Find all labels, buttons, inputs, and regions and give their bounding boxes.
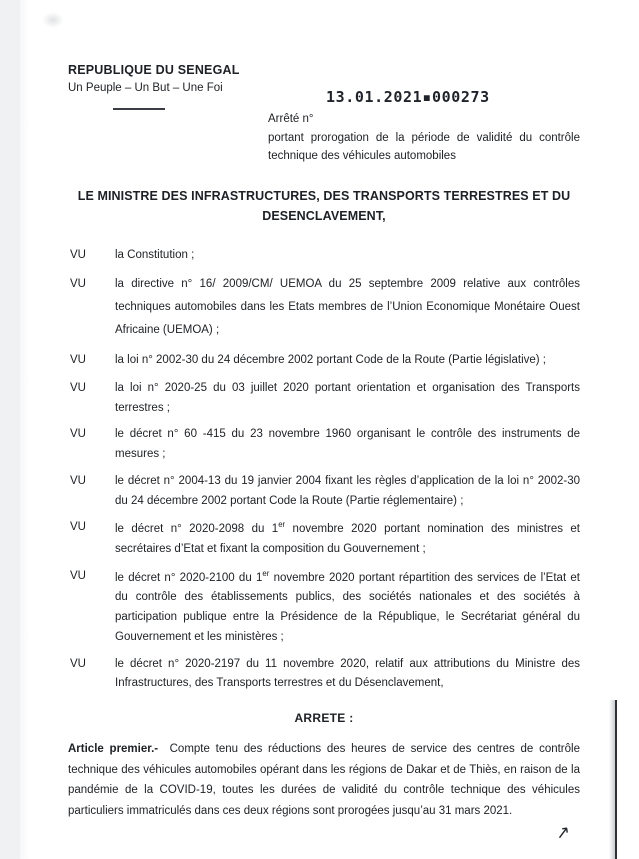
vu-clause-item <box>68 273 580 342</box>
vu-clause-item <box>68 472 580 512</box>
vu-clause-tag: VU <box>70 381 86 394</box>
vu-clause-tag: VU <box>70 249 86 261</box>
vu-clause-tag: VU <box>70 277 86 290</box>
vu-clause-tag: VU <box>70 521 86 534</box>
motto-divider-rule <box>113 108 165 110</box>
vu-clause-item <box>68 246 580 266</box>
vu-clause-text: la directive n° 16/ 2009/CM/ UEMOA du 25 septembre 2009 relative aux contrôles techniques automobiles dans les Etats membres de l’Union Economique Monétaire Ouest Africaine (UEMOA) ; <box>115 277 580 336</box>
vu-clause-text: le décret n° 60 -415 du 23 novembre 1960 organisant le contrôle des instruments de mesures ; <box>115 428 580 461</box>
vu-clause-item <box>68 518 580 559</box>
vu-clause-item <box>68 379 580 419</box>
vu-clause-tag: VU <box>70 657 86 670</box>
vu-clause-tag: VU <box>70 474 86 487</box>
vu-clause-text: le décret n° 2004-13 du 19 janvier 2004 fixant les règles d’application de la loi n° 2002-30 du 24 décembre 2002 portant Code la Route (Partie réglementaire) ; <box>115 474 580 507</box>
vu-clause-text: le décret n° 2020-2098 du 1er novembre 2020 portant nomination des ministres et secrétaires d’Etat et fixant la composition du Gouvernement ; <box>115 520 580 555</box>
registration-stamp-number: 13.01.2021▪000273 <box>326 88 490 106</box>
vu-clause-item <box>68 425 580 465</box>
article-premier-text: Compte tenu des réductions des heures de service des centres de contrôle technique des véhicules automobiles opérant dans les régions de Dakar et de Thiès, en raison de la pandémie de la COVID-19, toutes les durées de validité du contrôle technique des véhicules particuliers immatriculés dans ces deux régions sont prorogées jusqu’au 31 mars 2021. <box>68 743 580 817</box>
paper-sheet <box>30 0 615 859</box>
vu-clause-tag: VU <box>70 428 86 441</box>
arrete-decision-heading: ARRETE : <box>294 711 354 726</box>
republic-title: REPUBLIQUE DU SENEGAL <box>68 63 240 77</box>
vu-clause-item <box>68 655 580 695</box>
republic-motto: Un Peuple – Un But – Une Foi <box>68 81 223 94</box>
arrete-subject-text: portant prorogation de la période de validité du contrôle technique des véhicules automobiles <box>268 131 580 162</box>
scan-left-gutter-fade <box>20 0 30 859</box>
vu-clause-tag: VU <box>70 569 86 582</box>
article-premier-paragraph <box>68 739 580 821</box>
article-premier-spacer <box>158 743 170 755</box>
arrete-reference-block <box>268 88 580 165</box>
arrete-number-label: Arrêté n° <box>268 113 314 125</box>
vu-clause-item <box>68 349 580 372</box>
handwritten-pen-mark: ↗ <box>554 822 572 844</box>
vu-clause-text: la loi n° 2002-30 du 24 décembre 2002 portant Code de la Route (Partie législative) ; <box>115 353 547 366</box>
vu-clause-text: la loi n° 2020-25 du 03 juillet 2020 portant orientation et organisation des Transports terrestres ; <box>115 381 580 414</box>
vu-clause-tag: VU <box>70 353 86 366</box>
minister-title-heading: LE MINISTRE DES INFRASTRUCTURES, DES TRANSPORTS TERRESTRES ET DU DESENCLAVEMENT, <box>77 189 571 223</box>
vu-clause-text: le décret n° 2020-2100 du 1er novembre 2020 portant répartition des services de l’Etat et du contrôle des établissements publics, des sociétés nationales et des sociétés à participation publique entre la Présidence de la République, le Secrétariat général du Gouvernement et les ministères ; <box>115 568 580 643</box>
document-header <box>68 62 580 174</box>
document-body <box>68 62 580 821</box>
republic-identity-block <box>68 62 298 110</box>
vu-clause-text: la Constitution ; <box>115 249 195 261</box>
vu-clause-list <box>68 246 580 694</box>
article-premier-label: Article premier.- <box>68 743 159 756</box>
vu-clause-text: le décret n° 2020-2197 du 11 novembre 2020, relatif aux attributions du Ministre des Infrastructures, des Transports terrestres et du Désenclavement, <box>115 657 580 690</box>
scan-page-edge-line <box>615 700 617 859</box>
vu-clause-item <box>68 567 580 648</box>
scan-left-gutter <box>0 0 20 859</box>
